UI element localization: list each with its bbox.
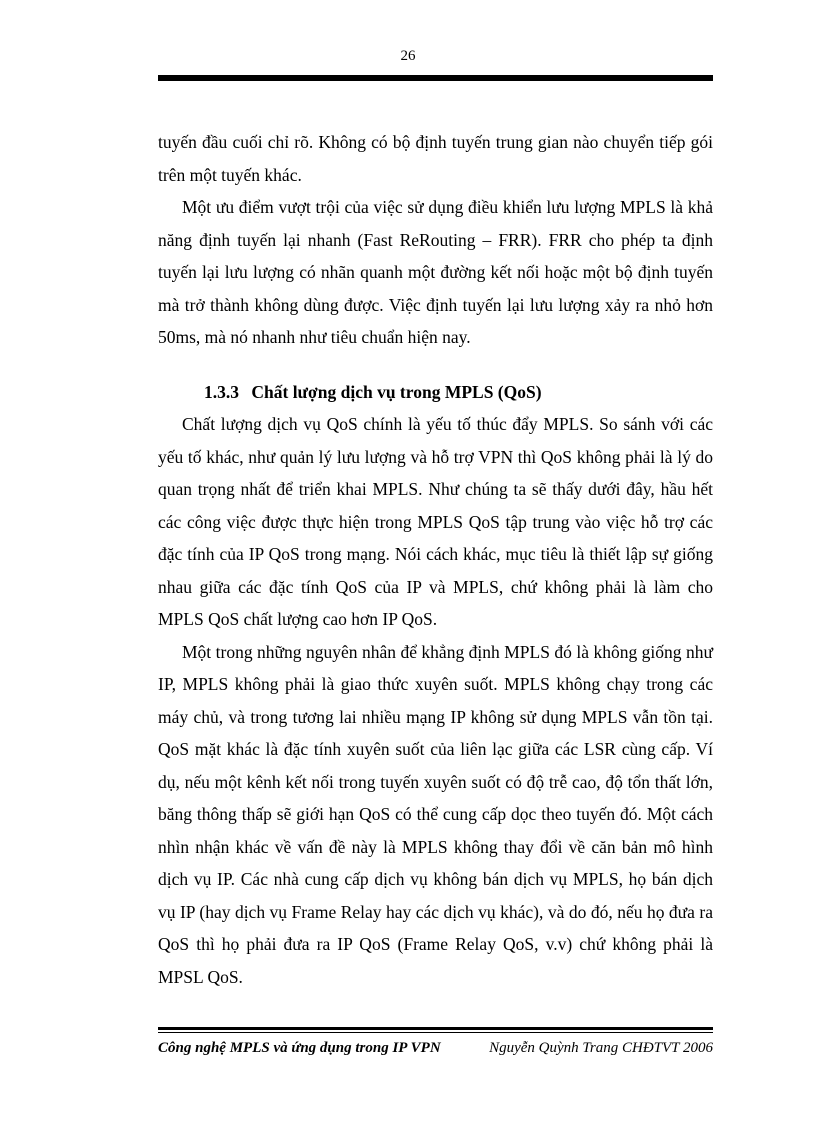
header-rule bbox=[158, 75, 713, 81]
footer-rule-thin bbox=[158, 1032, 713, 1033]
paragraph-3: Chất lượng dịch vụ QoS chính là yếu tố thúc đẩy MPLS. So sánh với các yếu tố khác, như quản lý lưu lượng và hỗ trợ VPN thì QoS không phải là lý do quan trọng nhất để triển khai MPLS. Như chúng ta sẽ thấy dưới đây, hầu hết các công việc được thực hiện trong MPLS QoS tập trung vào việc hỗ trợ các đặc tính của IP QoS trong mạng. Nói cách khác, mục tiêu là thiết lập sự giống nhau giữa các đặc tính QoS của IP và MPLS, chứ không phải là làm cho MPLS QoS chất lượng cao hơn IP QoS. bbox=[158, 414, 713, 629]
section-heading bbox=[158, 376, 713, 409]
footer-author: Nguyễn Quỳnh Trang CHĐTVT 2006 bbox=[489, 1040, 713, 1056]
paragraph-2: Một ưu điểm vượt trội của việc sử dụng điều khiển lưu lượng MPLS là khả năng định tuyến lại nhanh (Fast ReRouting – FRR). FRR cho phép ta định tuyến lại lưu lượng có nhãn quanh một đường kết nối hoặc một bộ định tuyến mà trở thành không dùng được. Việc định tuyến lại lưu lượng xảy ra nhỏ hơn 50ms, mà nó nhanh như tiêu chuẩn hiện nay. bbox=[158, 197, 713, 347]
page-body bbox=[158, 126, 713, 993]
footer-rule bbox=[158, 1027, 713, 1030]
section-title: Chất lượng dịch vụ trong MPLS (QoS) bbox=[251, 381, 542, 402]
paragraph-1: tuyến đầu cuối chỉ rõ. Không có bộ định tuyến trung gian nào chuyển tiếp gói trên một tuyến khác. bbox=[158, 132, 713, 185]
section-number: 1.3.3 bbox=[204, 381, 239, 402]
paragraph-4: Một trong những nguyên nhân để khẳng định MPLS đó là không giống như IP, MPLS không phải là giao thức xuyên suốt. MPLS không chạy trong các máy chủ, và trong tương lai nhiều mạng IP không sử dụng MPLS vẫn tồn tại. QoS mặt khác là đặc tính xuyên suốt của liên lạc giữa các LSR cùng cấp. Ví dụ, nếu một kênh kết nối trong tuyến xuyên suốt có độ trễ cao, độ tổn thất lớn, băng thông thấp sẽ giới hạn QoS có thể cung cấp dọc theo tuyến đó. Một cách nhìn nhận khác về vấn đề này là MPLS không thay đổi về căn bản mô hình dịch vụ IP. Các nhà cung cấp dịch vụ không bán dịch vụ MPLS, họ bán dịch vụ IP (hay dịch vụ Frame Relay hay các dịch vụ khác), và do đó, nếu họ đưa ra QoS thì họ phải đưa ra IP QoS (Frame Relay QoS, v.v) chứ không phải là MPSL QoS. bbox=[158, 641, 713, 987]
page-number: 26 bbox=[400, 48, 416, 64]
footer-document-title: Công nghệ MPLS và ứng dụng trong IP VPN bbox=[158, 1040, 441, 1056]
